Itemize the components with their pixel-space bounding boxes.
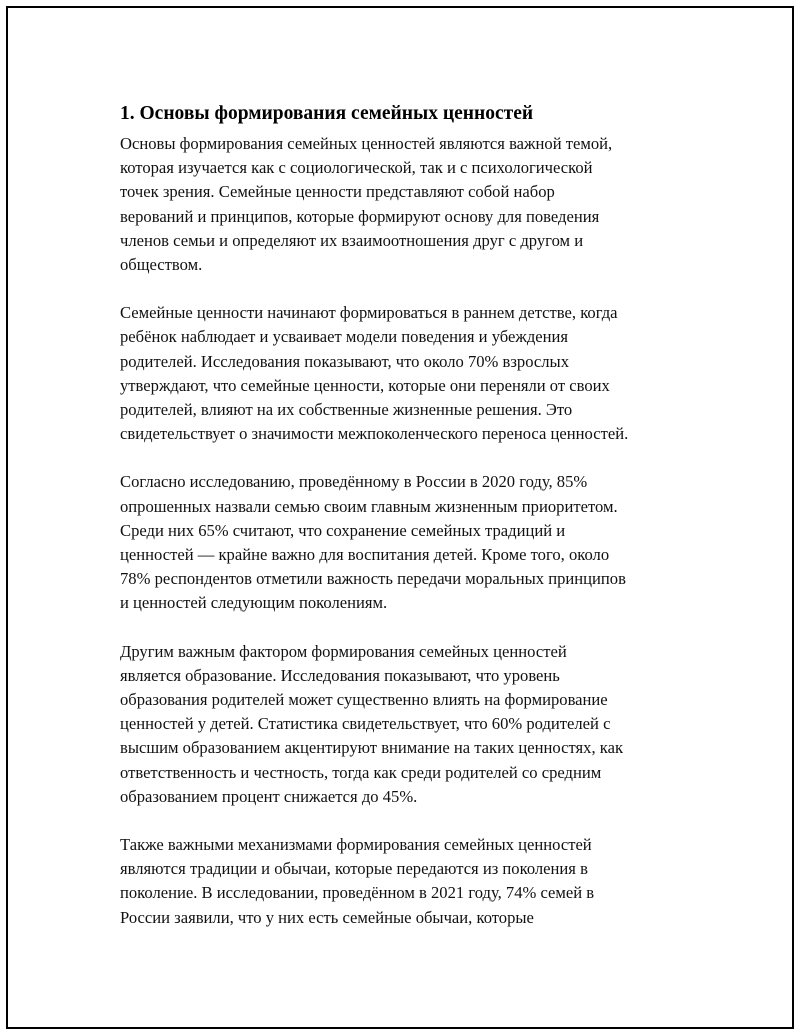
paragraph-4 [120,640,704,809]
text-line: Семейные ценности начинают формироваться в раннем детстве, когда [120,303,618,323]
text-line: 78% респондентов отметили важность передачи моральных принципов [120,569,626,589]
text-line: ценностей — крайне важно для воспитания детей. Кроме того, около [120,545,610,565]
text-line: родителей, влияют на их собственные жизненные решения. Это [120,400,573,420]
text-line: обществом. [120,255,203,275]
text-line: поколение. В исследовании, проведённом в 2021 году, 74% семей в [120,883,595,903]
paragraph-2 [120,301,704,446]
text-line: утверждают, что семейные ценности, которые они переняли от своих [120,375,610,395]
paragraph-3 [120,470,704,615]
text-line: членов семьи и определяют их взаимоотношения друг с другом и [120,230,584,250]
section-heading: 1. Основы формирования семейных ценностей [120,103,534,124]
text-line: Другим важным фактором формирования семейных ценностей [120,641,567,661]
text-line: России заявили, что у них есть семейные обычаи, которые [120,907,534,927]
paragraph-1 [120,132,704,277]
page-frame [6,6,794,1029]
text-line: Согласно исследованию, проведённому в России в 2020 году, 85% [120,472,588,492]
text-line: ценностей у детей. Статистика свидетельствует, что 60% родителей с [120,714,611,734]
text-line: высшим образованием акцентируют внимание на таких ценностях, как [120,738,624,758]
text-line: является образование. Исследования показывают, что уровень [120,665,560,685]
text-line: точек зрения. Семейные ценности представляют собой набор [120,182,555,202]
text-line: родителей. Исследования показывают, что около 70% взрослых [120,351,569,371]
text-line: образованием процент снижается до 45%. [120,786,418,806]
paragraph-5 [120,833,704,930]
text-line: Среди них 65% считают, что сохранение семейных традиций и [120,520,566,540]
text-line: образования родителей может существенно влиять на формирование [120,690,608,710]
text-line: Основы формирования семейных ценностей являются важной темой, [120,134,613,153]
text-line: верований и принципов, которые формируют основу для поведения [120,206,600,226]
text-line: Также важными механизмами формирования семейных ценностей [120,835,592,855]
text-line: которая изучается как с социологической, так и с психологической [120,158,593,178]
text-line: опрошенных назвали семью своим главным жизненным приоритетом. [120,496,618,516]
text-line: ребёнок наблюдает и усваивает модели поведения и убеждения [120,327,569,347]
text-line: ответственность и честность, тогда как среди родителей со средним [120,762,602,782]
text-line: и ценностей следующим поколениям. [120,593,388,613]
document-body [120,100,704,954]
text-line: являются традиции и обычаи, которые передаются из поколения в [120,859,588,879]
text-line: свидетельствует о значимости межпоколенческого переноса ценностей. [120,424,629,444]
